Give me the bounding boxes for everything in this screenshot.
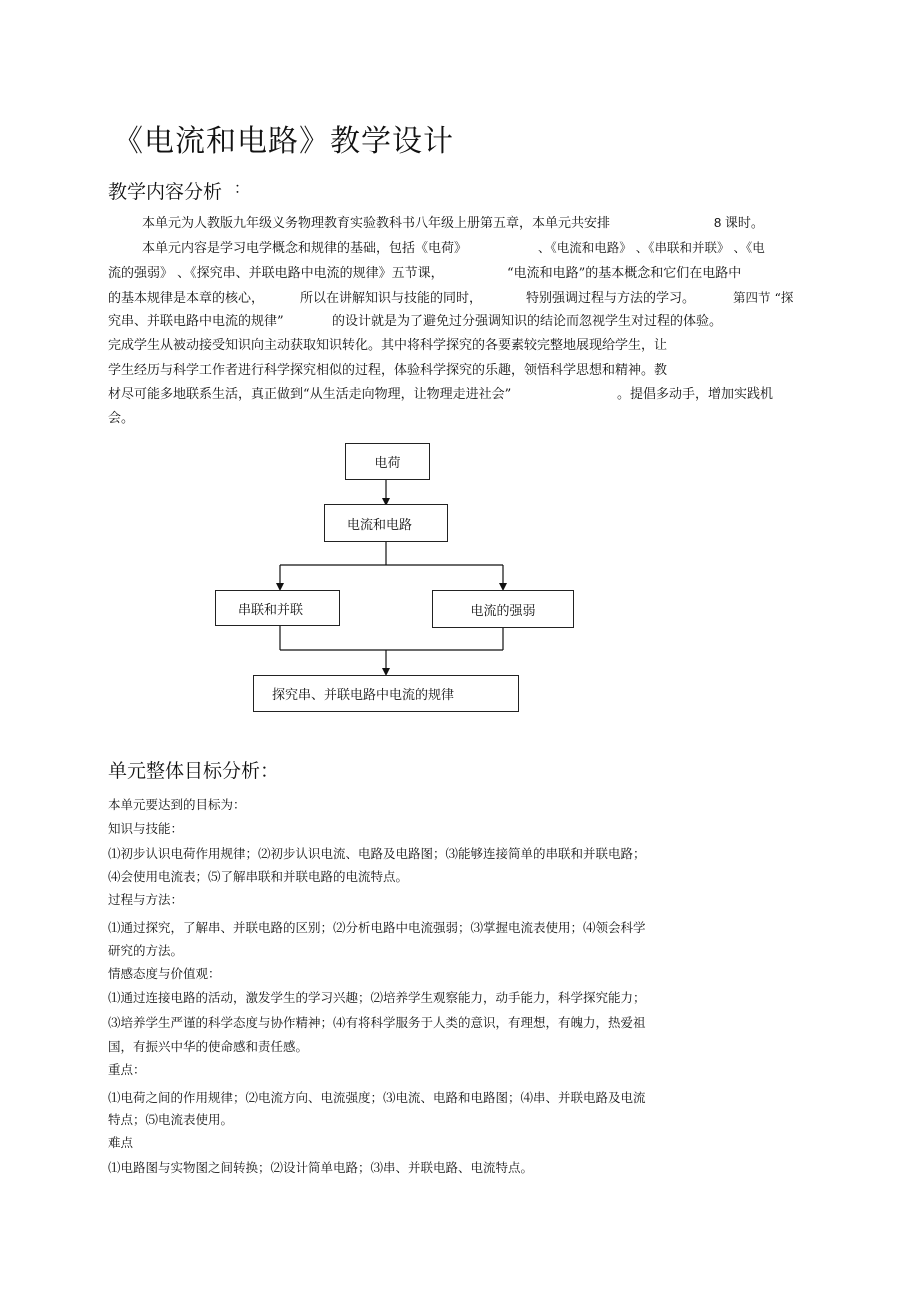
paragraph-line: 流的强弱》 、《探究串、并联电路中电流的规律》五节课，: [108, 266, 444, 281]
goals-intro: 本单元要达到的目标为：: [108, 797, 246, 812]
flow-node-explore-rules: [253, 675, 519, 712]
emotion-line: 国，有振兴中华的使命感和责任感。: [108, 1039, 309, 1054]
paragraph-line: 会。: [108, 411, 135, 426]
flow-node-label: 串联和并联: [238, 602, 304, 618]
process-line: ⑴通过探究，了解串、并联电路的区别；⑵分析电路中电流强弱；⑶掌握电流表使用；⑷领会科学: [108, 920, 646, 935]
flow-node-label: 电流的强弱: [470, 603, 536, 619]
section-heading-content-analysis: 教学内容分析: [108, 181, 223, 203]
difficulty-line: ⑴电路图与实物图之间转换；⑵设计简单电路；⑶串、并联电路、电流特点。: [108, 1160, 534, 1175]
paragraph-line: 的基本规律是本章的核心，: [108, 291, 265, 306]
paragraph-line: 第四节 “探: [733, 290, 794, 305]
emotion-label: 情感态度与价值观：: [108, 966, 221, 981]
document-title: 《电流和电路》教学设计: [113, 124, 454, 159]
flow-node-current-strength: [432, 590, 574, 628]
paragraph-line: 8 课时。: [714, 215, 764, 230]
process-label: 过程与方法：: [108, 892, 184, 907]
flow-node-series-parallel: [215, 590, 340, 626]
paragraph-line: 特别强调过程与方法的学习。: [526, 291, 696, 306]
paragraph-line: “电流和电路”的基本概念和它们在电路中: [507, 266, 742, 281]
flow-node-current-circuit: [324, 504, 448, 542]
paragraph-line: 本单元内容是学习电学概念和规律的基础，包括《电荷》: [142, 241, 468, 256]
paragraph-line: 本单元为人教版九年级义务物理教育实验教科书八年级上册第五章，本单元共安排: [142, 216, 611, 231]
flow-node-label: 电荷: [374, 456, 401, 471]
flow-node-label: 电流和电路: [347, 517, 413, 533]
paragraph-line: 材尽可能多地联系生活，真正做到“从生活走向物理，让物理走进社会”: [108, 387, 512, 402]
knowledge-line: ⑷会使用电流表；⑸了解串联和并联电路的电流特点。: [108, 869, 409, 884]
key-line: 特点；⑸电流表使用。: [108, 1112, 234, 1127]
heading-colon: ：: [234, 179, 250, 197]
paragraph-line: 、《电流和电路》 、《串联和并联》 、《电: [538, 240, 765, 255]
key-line: ⑴电荷之间的作用规律；⑵电流方向、电流强度；⑶电流、电路和电路图；⑷串、并联电路及电流: [108, 1090, 646, 1105]
paragraph-line: 。提倡多动手，增加实践机: [617, 387, 774, 402]
paragraph-line: 究串、并联电路中电流的规律”: [108, 314, 284, 329]
paragraph-line: 所以在讲解知识与技能的同时，: [300, 291, 483, 306]
knowledge-line: ⑴初步认识电荷作用规律；⑵初步认识电流、电路及电路图；⑶能够连接简单的串联和并联电路；: [108, 846, 646, 861]
process-line: 研究的方法。: [108, 943, 184, 958]
section-heading-goals: 单元整体目标分析：: [108, 760, 280, 782]
paragraph-line: 完成学生从被动接受知识向主动获取知识转化。其中将科学探究的各要素较完整地展现给学生，让: [108, 338, 668, 353]
emotion-line: ⑶培养学生严谨的科学态度与协作精神；⑷有将科学服务于人类的意识，有理想，有魄力，热爱祖: [108, 1015, 646, 1030]
flow-node-charge: [345, 443, 430, 480]
knowledge-label: 知识与技能：: [108, 821, 184, 836]
key-label: 重点：: [108, 1062, 146, 1077]
emotion-line: ⑴通过连接电路的活动，激发学生的学习兴趣；⑵培养学生观察能力，动手能力，科学探究能力；: [108, 990, 646, 1005]
paragraph-line: 的设计就是为了避免过分强调知识的结论而忽视学生对过程的体验。: [332, 314, 723, 329]
flow-node-label: 探究串、并联电路中电流的规律: [272, 688, 455, 703]
paragraph-line: 学生经历与科学工作者进行科学探究相似的过程，体验科学探究的乐趣，领悟科学思想和精神。教: [108, 363, 668, 378]
difficulty-label: 难点: [108, 1135, 134, 1150]
